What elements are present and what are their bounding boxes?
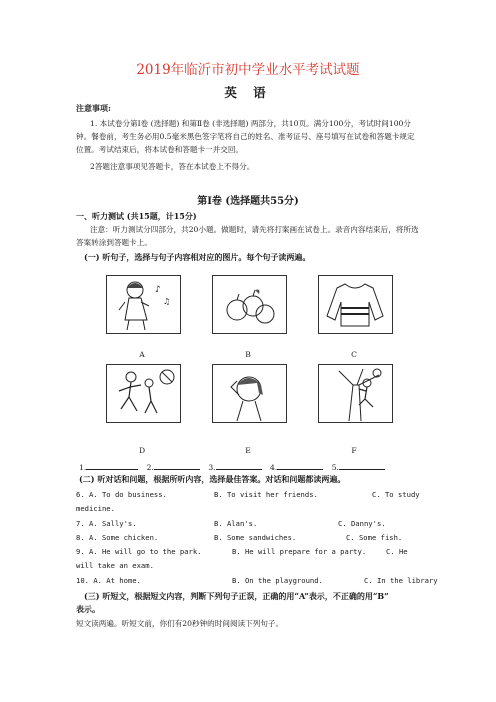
picture-label-c: C bbox=[351, 350, 357, 359]
answer-blank-5[interactable] bbox=[339, 461, 385, 470]
question-8 bbox=[76, 533, 158, 542]
option-a: A. To do business. bbox=[88, 490, 167, 499]
option-a: A. He will go to the park. bbox=[88, 547, 202, 556]
answer-number-3: 3. bbox=[208, 463, 216, 472]
picture-b-fruit bbox=[212, 275, 287, 334]
part-note: 注意：听力测试分四部分，共20小题。做题时，请先将打案画在试卷上。录音内容结束后，将所选答案转涂到答题卡上。 bbox=[76, 225, 419, 248]
question-7-option-c: C. Danny's. bbox=[338, 519, 386, 528]
picture-label-f: F bbox=[351, 446, 357, 455]
option-a: A. At home. bbox=[93, 576, 141, 585]
svg-text:♫: ♫ bbox=[163, 297, 171, 306]
question-6-option-b: B. To visit her friends. bbox=[214, 490, 318, 499]
section-title: 第Ⅰ卷 (选择题共55分) bbox=[197, 196, 299, 207]
picture-c-sweater bbox=[318, 275, 393, 334]
sub-heading-1: (一) 听句子，选择与句子内容相对应的图片。每个句子读两遍。 bbox=[84, 252, 311, 262]
answer-number-4: 4. bbox=[270, 463, 278, 472]
question-8-option-b: B. Some sandwiches. bbox=[214, 533, 297, 542]
question-8-option-c: C. Some fish. bbox=[346, 533, 403, 542]
picture-label-b: B bbox=[245, 350, 251, 359]
question-9-option-c: C. He bbox=[386, 547, 408, 556]
answer-blank-3[interactable] bbox=[216, 461, 262, 470]
picture-label-a: A bbox=[139, 350, 145, 359]
question-number: 10. bbox=[76, 576, 89, 585]
picture-d-no-running bbox=[106, 364, 181, 423]
question-6 bbox=[76, 490, 167, 499]
answer-blank-2[interactable] bbox=[154, 461, 200, 470]
svg-text:♪: ♪ bbox=[155, 285, 161, 295]
question-9-option-b: B. He will prepare for a party. bbox=[232, 547, 367, 556]
picture-label-d: D bbox=[138, 446, 146, 455]
option-a: A. Some chicken. bbox=[88, 533, 159, 542]
answer-number-1: 1. bbox=[79, 463, 87, 472]
sub-heading-3: (三) 听短文，根据短文内容，判断下列句子正误，正确的用“A”表示，不正确的用“B” bbox=[84, 591, 389, 601]
answer-number-5: 5. bbox=[331, 463, 339, 472]
exam-title: 2019年临沂市初中学业水平考试试题 bbox=[136, 62, 360, 78]
picture-a-singing-girl bbox=[106, 275, 181, 334]
sub-heading-2: (二) 听对话和问题，根据所听内容，选择最佳答案。对话和问题都读两遍。 bbox=[79, 474, 346, 484]
picture-e-girl-headache bbox=[212, 364, 287, 423]
answer-blanks bbox=[79, 461, 385, 472]
question-number: 7. bbox=[76, 519, 85, 528]
option-a: A. Sally's. bbox=[88, 519, 137, 528]
question-number: 8. bbox=[76, 533, 85, 542]
question-number: 9. bbox=[76, 547, 85, 556]
question-7 bbox=[76, 519, 137, 528]
answer-number-2: 2. bbox=[146, 463, 154, 472]
sub-3-note: 短文读两遍。听短文前，你们有20秒钟的时间阅读下列句子。 bbox=[76, 619, 284, 628]
question-10-option-c: C. In the library bbox=[364, 576, 438, 585]
question-10-option-b: B. On the playground. bbox=[232, 576, 323, 585]
notes-heading: 注意事项: bbox=[76, 103, 111, 113]
notes-item-2: 2答题注意事项见答题卡，答在本试卷上不得分。 bbox=[90, 162, 255, 171]
question-9 bbox=[76, 547, 202, 556]
subject-title: 英 语 bbox=[224, 85, 272, 100]
part-heading: 一、听力测试 (共15题，计15分) bbox=[76, 211, 197, 221]
question-6-option-c: C. To study bbox=[372, 490, 420, 499]
picture-label-e: E bbox=[245, 446, 251, 455]
question-9-continuation: will take an exam. bbox=[76, 561, 154, 570]
question-10 bbox=[76, 576, 141, 585]
picture-f-tree-climbing bbox=[318, 364, 393, 423]
question-number: 6. bbox=[76, 490, 85, 499]
question-7-option-b: B. Alan's. bbox=[214, 519, 258, 528]
answer-blank-1[interactable] bbox=[86, 461, 138, 470]
question-6-continuation: medicine. bbox=[76, 504, 115, 513]
sub-heading-3-continuation: 表示。 bbox=[76, 604, 100, 614]
notes-item-1: 1. 本试卷分第Ⅰ卷 (选择题) 和第Ⅱ卷 (非选择题) 两部分，共10页。满分100分，考试时间100分钟。餐卷前，考生务必用0.5毫米黑色签字笔将自己的姓名、准考证号、座号填写在试卷和答题卡规定位置。考试结束后，将本试卷和答题卡一并交回。 bbox=[76, 119, 415, 155]
answer-blank-4[interactable] bbox=[277, 461, 323, 470]
